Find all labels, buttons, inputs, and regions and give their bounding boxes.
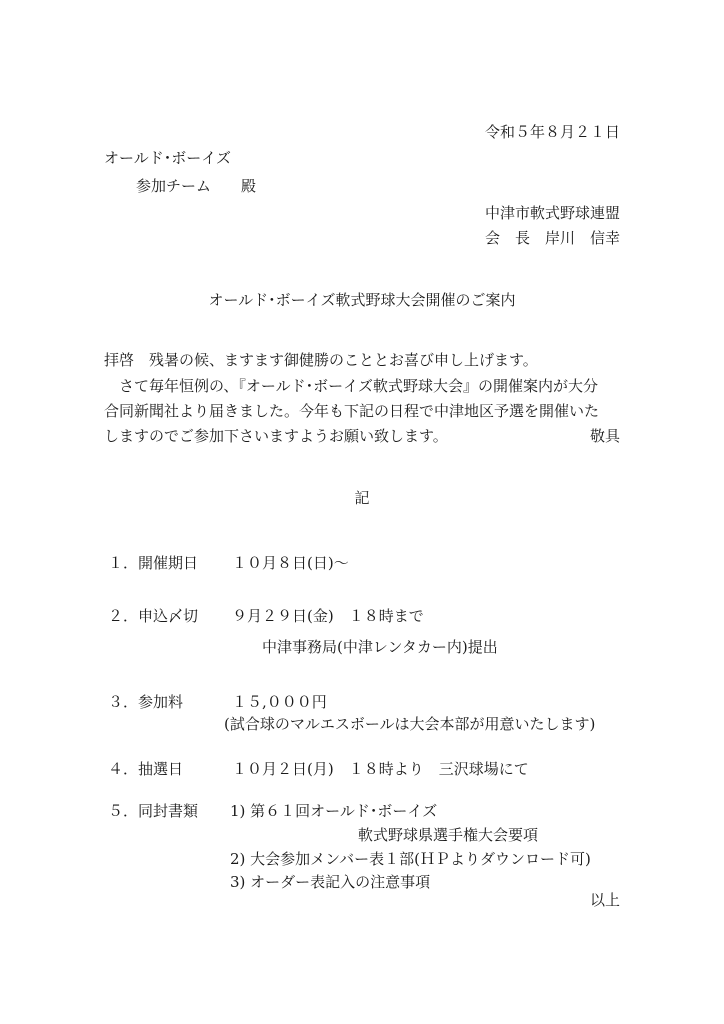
item-sub: (試合球のマルエスボールは大会本部が用意いたします): [224, 715, 596, 733]
item-value: １０月８日(日)～: [232, 554, 349, 572]
enclosed-doc: 3) オーダー表記入の注意事項: [230, 873, 431, 891]
sender-organization: 中津市軟式野球連盟: [484, 204, 620, 222]
item-label: ５．同封書類: [108, 802, 199, 820]
item-label: ４．抽選日: [108, 760, 184, 778]
enclosed-doc: 1) 第６１回オールド･ボーイズ: [230, 802, 438, 820]
item-value: １５,０００円: [232, 693, 327, 711]
item-value: ９月２９日(金) １８時まで: [232, 607, 424, 625]
item-sub: 中津事務局(中津レンタカー内)提出: [262, 638, 498, 656]
item-label: ２．申込〆切: [108, 607, 199, 625]
ki-heading: 記: [354, 489, 370, 507]
greeting-line: 拝啓 残暑の候、ますます御健勝のこととお喜び申し上げます。: [104, 351, 538, 369]
body-line: さて毎年恒例の、『オールド･ボーイズ軟式野球大会』の開催案内が大分: [104, 377, 598, 395]
closing-keigu: 敬具: [589, 427, 620, 445]
end-ijou: 以上: [589, 891, 620, 909]
item-label: ３．参加料: [108, 693, 184, 711]
body-line: 合同新聞社より届きました。今年も下記の日程で中津地区予選を開催いた: [104, 402, 600, 420]
recipient-group: オールド･ボーイズ: [104, 149, 232, 167]
item-label: １．開催期日: [108, 554, 199, 572]
enclosed-doc-cont: 軟式野球県選手権大会要項: [358, 826, 539, 844]
date: 令和５年８月２１日: [484, 123, 620, 141]
enclosed-doc: 2) 大会参加メンバー表１部(ＨＰよりダウンロード可): [230, 850, 591, 868]
sender-name: 会 長 岸川 信幸: [484, 229, 620, 247]
body-line: しますのでご参加下さいますようお願い致します。: [104, 427, 448, 445]
item-value: １０月２日(月) １８時より 三沢球場にて: [232, 760, 529, 778]
document-title: オールド･ボーイズ軟式野球大会開催のご案内: [208, 291, 516, 309]
recipient-teams: 参加チーム 殿: [136, 177, 257, 195]
